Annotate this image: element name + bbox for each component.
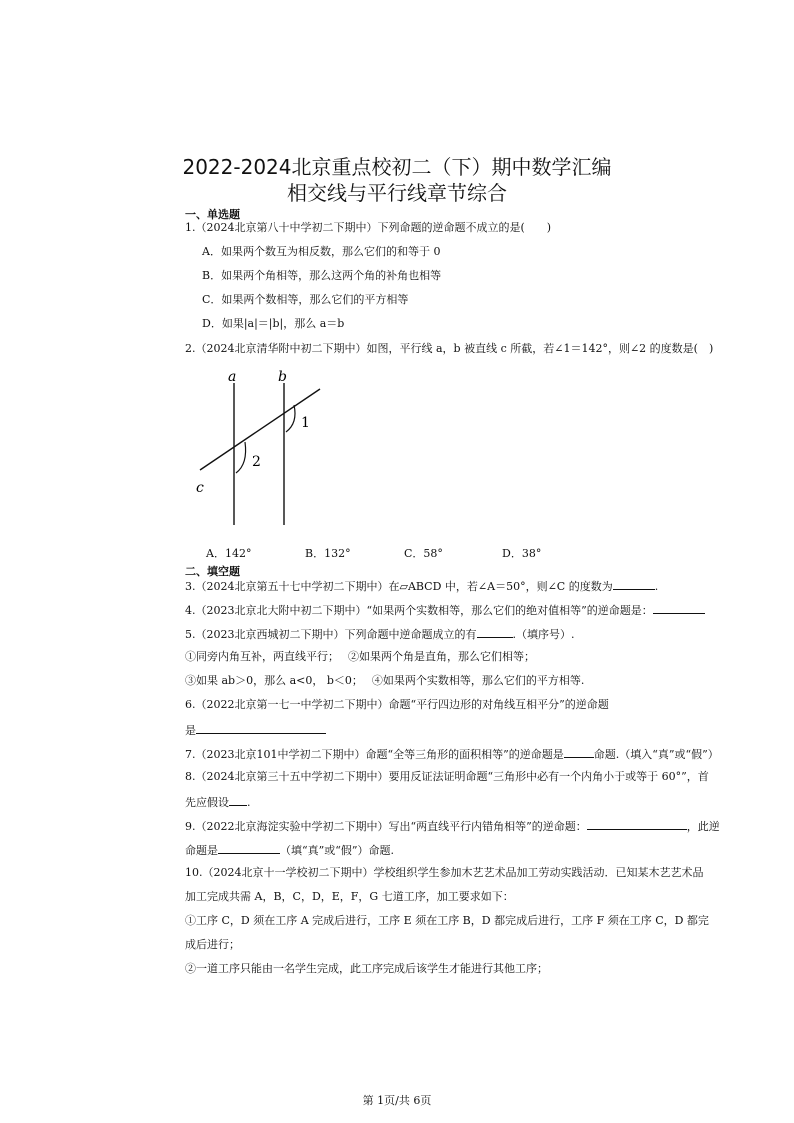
label-angle-2: 2 — [252, 454, 261, 470]
q1-option-a: A．如果两个数互为相反数，那么它们的和等于 0 — [202, 245, 441, 258]
answer-blank — [218, 842, 280, 854]
q1-option-b: B．如果两个角相等，那么这两个角的补角也相等 — [202, 269, 442, 282]
question-10-line-3: ①工序 C，D 须在工序 A 完成后进行，工序 E 须在工序 B，D 都完成后进行，工序 F 须在工序 C，D 都完 — [185, 914, 709, 927]
question-8: 8.（2024北京第三十五中学初二下期中）要用反证法证明命题“三角形中必有一个内角小于或等于 60°”，首 — [185, 770, 709, 783]
label-angle-1: 1 — [301, 415, 310, 431]
answer-blank — [229, 794, 247, 806]
q1-option-d: D．如果|a|＝|b|，那么 a＝b — [202, 317, 345, 330]
question-3: 3.（2024北京第五十七中学初二下期中）在▱ABCD 中，若∠A＝50°，则∠C 的度数为 . — [185, 580, 659, 593]
q2-option-c: C．58° — [404, 547, 443, 560]
document-title: 2022-2024北京重点校初二（下）期中数学汇编 — [182, 155, 612, 179]
question-6-continued: 是 — [185, 722, 760, 738]
question-10-line-2: 加工完成共需 A，B，C，D，E，F，G 七道工序，加工要求如下： — [185, 890, 514, 903]
answer-blank — [564, 746, 594, 758]
angle-2-arc — [236, 442, 246, 473]
label-a: a — [228, 369, 237, 385]
section-heading-fill-in: 二、填空题 — [185, 565, 240, 578]
answer-blank — [196, 722, 326, 734]
section-heading-single-choice: 一、单选题 — [185, 208, 240, 221]
document-subtitle: 相交线与平行线章节综合 — [287, 181, 507, 205]
question-4: 4.（2023北京北大附中初二下期中）“如果两个实数相等，那么它们的绝对值相等”的逆命题是： — [185, 602, 760, 618]
q5-items-row-1: ①同旁内角互补，两直线平行； ②如果两个角是直角，那么它们相等； — [185, 650, 535, 663]
question-10-line-4: 成后进行； — [185, 938, 240, 951]
question-5: 5.（2023北京西城初二下期中）下列命题中逆命题成立的有 .（填序号）. — [185, 628, 575, 641]
answer-blank — [653, 602, 705, 614]
q2-option-d: D．38° — [502, 547, 542, 560]
question-9-continued: 命题是 （填“真”或“假”）命题. — [185, 844, 394, 857]
question-10-line-5: ②一道工序只能由一名学生完成，此工序完成后该学生才能进行其他工序； — [185, 962, 548, 975]
q2-option-b: B．132° — [305, 547, 351, 560]
question-8-continued: 先应假设 . — [185, 796, 251, 809]
question-2: 2.（2024北京清华附中初二下期中）如图，平行线 a，b 被直线 c 所截，若∠1＝142°，则∠2 的度数是( ) — [185, 342, 714, 355]
question-10: 10.（2024北京十一学校初二下期中）学校组织学生参加木艺艺术品加工劳动实践活动．已知某木艺艺术品 — [185, 866, 704, 879]
label-b: b — [278, 369, 287, 385]
page-footer: 第 1页/共 6页 — [362, 1094, 432, 1107]
question-6: 6.（2022北京第一七一中学初二下期中）命题“平行四边形的对角线互相平分”的逆命题 — [185, 698, 609, 711]
parallel-lines-figure — [190, 365, 330, 530]
question-9: 9.（2022北京海淀实验中学初二下期中）写出“两直线平行内错角相等”的逆命题： ，此逆 — [185, 820, 720, 833]
label-c: c — [196, 480, 204, 496]
q5-items-row-2: ③如果 ab＞0，那么 a<0， b＜0； ④如果两个实数相等，那么它们的平方相等. — [185, 674, 585, 687]
question-7: 7.（2023北京101中学初二下期中）命题“全等三角形的面积相等”的逆命题是 命题.（填入“真”或“假”） — [185, 748, 719, 761]
answer-blank — [613, 578, 655, 590]
q2-option-a: A．142° — [206, 547, 252, 560]
q1-option-c: C．如果两个数相等，那么它们的平方相等 — [202, 293, 409, 306]
answer-blank — [477, 626, 513, 638]
answer-blank — [587, 818, 687, 830]
question-1: 1.（2024北京第八十中学初二下期中）下列命题的逆命题不成立的是( ) — [185, 221, 552, 234]
